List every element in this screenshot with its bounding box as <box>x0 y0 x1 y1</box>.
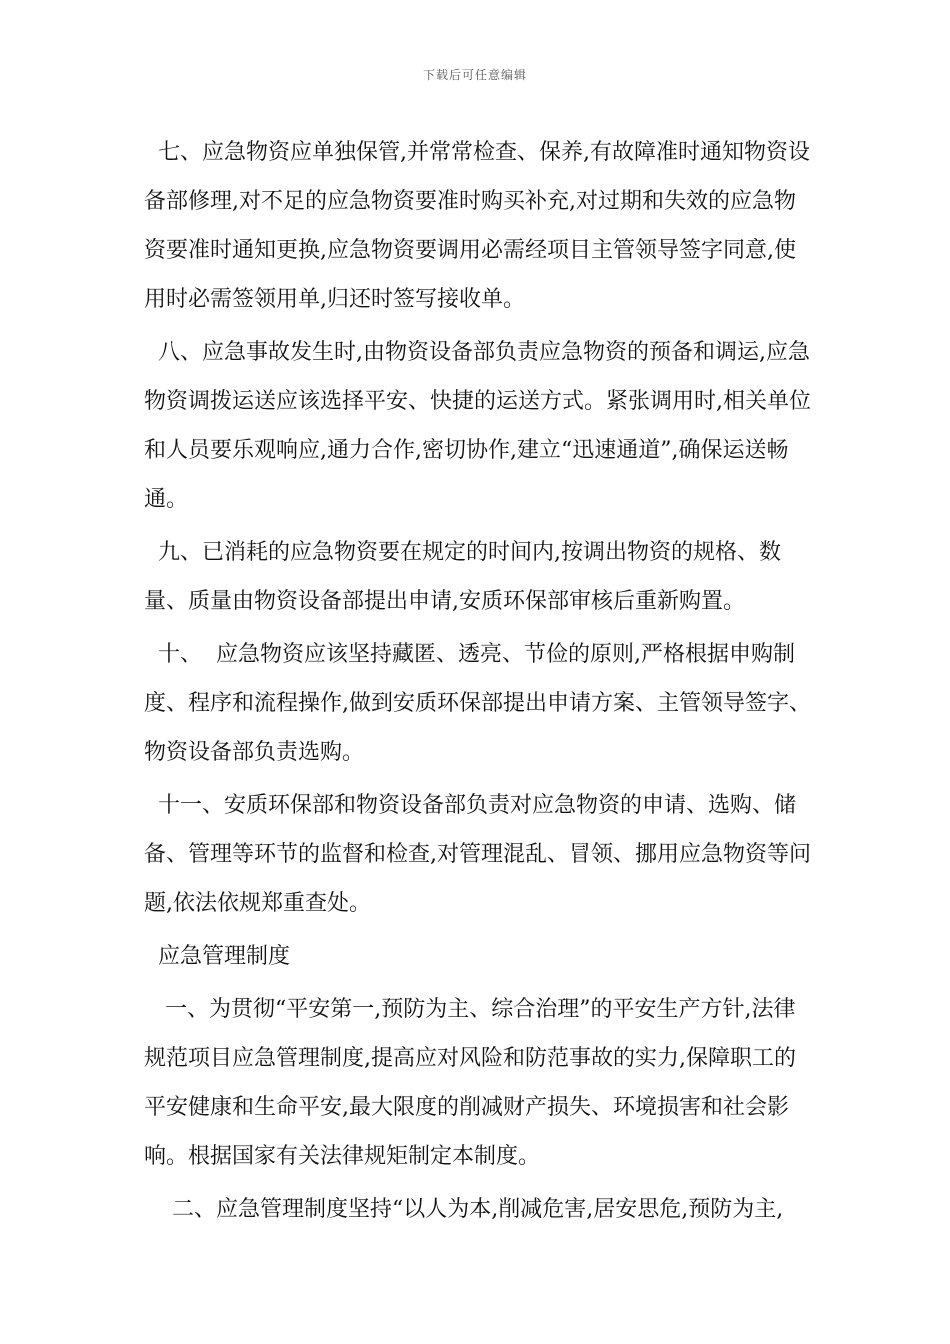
paragraph-9-replenishment: 九、已消耗的应急物资要在规定的时间内,按调出物资的规格、数量、质量由物资设备部提出申请,安质环保部审核后重新购置。 <box>144 540 781 614</box>
paragraph-11-supervision: 十一、安质环保部和物资设备部负责对应急物资的申请、选购、储备、管理等环节的监督和检查,对管理混乱、冒领、挪用应急物资等问题,依法依规郑重查处。 <box>144 793 811 916</box>
section-title-emergency-management: 应急管理制度 <box>144 944 291 969</box>
paragraph-10-procurement-principles: 十、 应急物资应该坚持藏匿、透亮、节俭的原则,严格根据申购制度、程序和流程操作,做到安质环保部提出申请方案、主管领导签字、物资设备部负责选购。 <box>144 642 811 765</box>
paragraph-7-material-storage: 七、应急物资应单独保管,并常常检查、保养,有故障准时通知物资设备部修理,对不足的应急物资要准时购买补充,对过期和失效的应急物资要准时通知更换,应急物资要调用必需经项目主管领导签字同意,使用时必需签领用单,归还时签写接收单。 <box>144 140 810 312</box>
page-header: 下载后可任意编辑 <box>422 68 527 82</box>
paragraph-2-principles: 二、应急管理制度坚持“以人为本,削减危害,居安思危,预防为主, <box>144 1197 784 1222</box>
paragraph-1-purpose: 一、为贯彻“平安第一,预防为主、综合治理”的平安生产方针,法律规范项目应急管理制度,提高应对风险和防范事故的实力,保障职工的平安健康和生命平安,最大限度的削减财产损失、环境损害和社会影响。根据国家有关法律规矩制定本制度。 <box>144 997 796 1169</box>
paragraph-8-emergency-dispatch: 八、应急事故发生时,由物资设备部负责应急物资的预备和调运,应急物资调拨运送应该选择平安、快捷的运送方式。紧张调用时,相关单位和人员要乐观响应,通力合作,密切协作,建立“迅速通道”,确保运送畅通。 <box>144 340 811 512</box>
document-body <box>144 128 814 1238</box>
